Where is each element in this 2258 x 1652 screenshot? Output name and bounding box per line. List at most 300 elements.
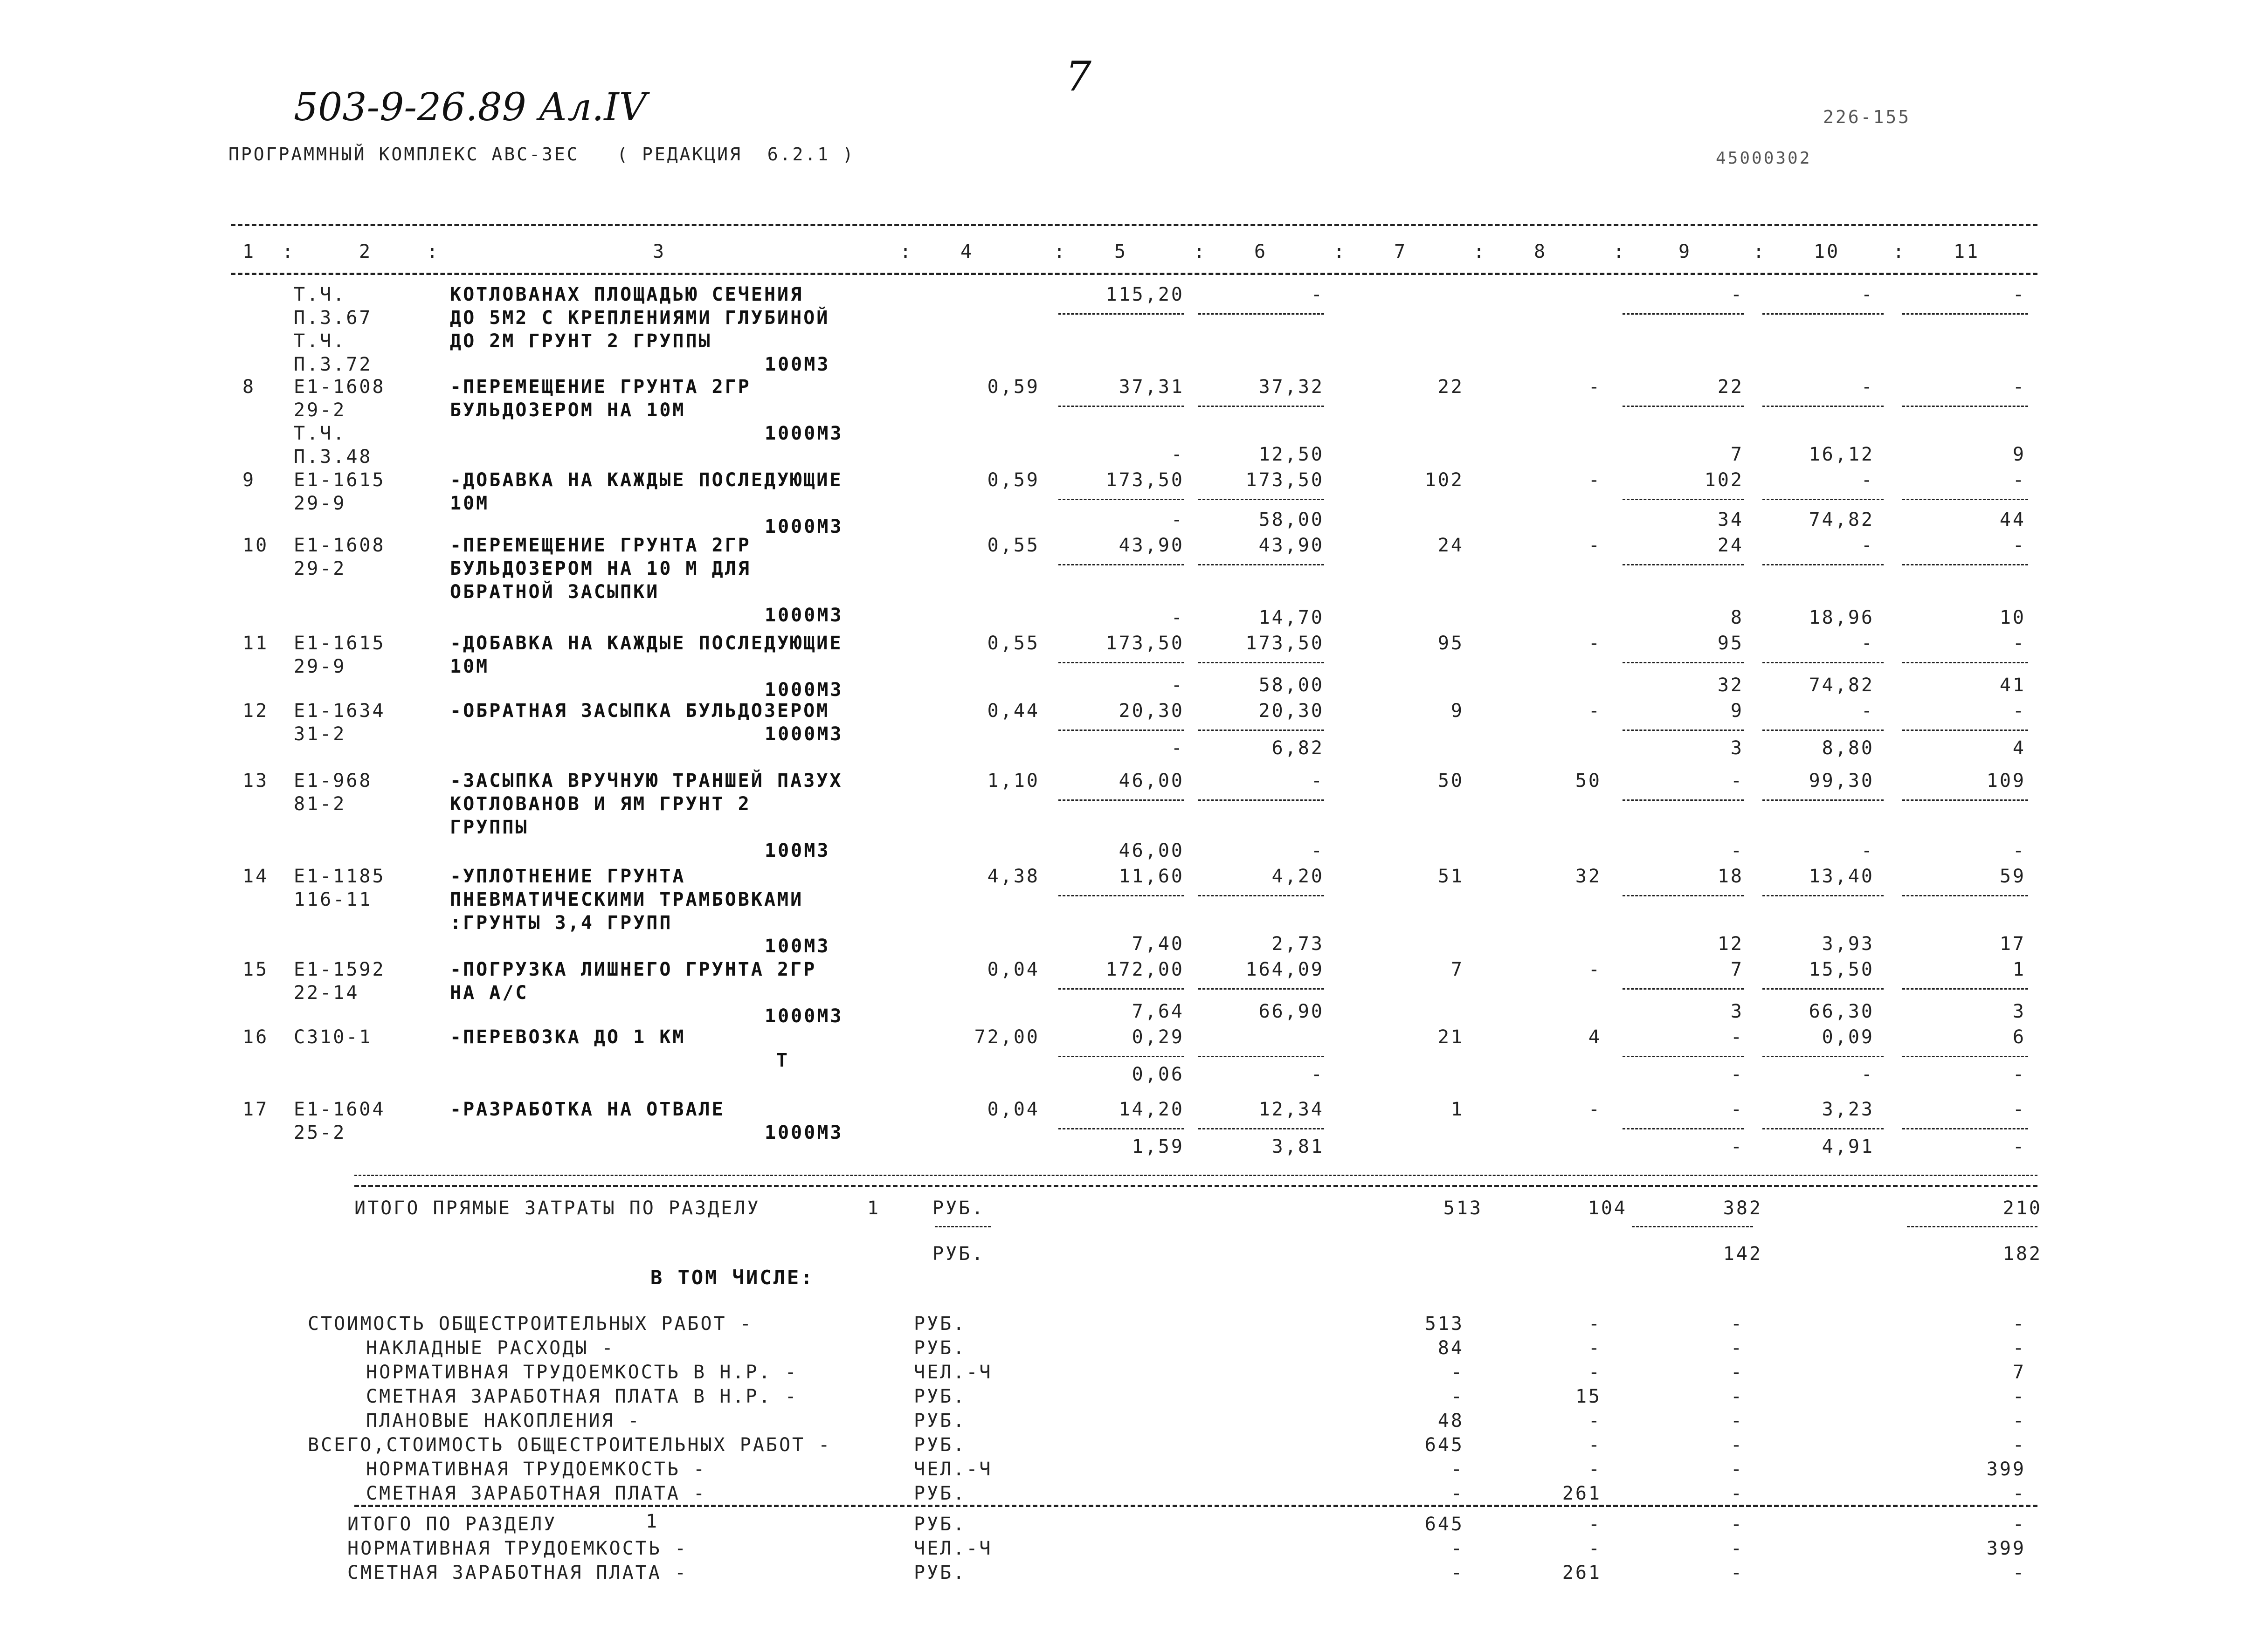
cell-c7: 7 [1450, 959, 1464, 980]
cell-s11: 4 [2012, 737, 2026, 759]
cell-c9: - [1730, 1099, 1744, 1120]
cost-underline [1623, 406, 1744, 407]
breakdown-unit: РУБ. [914, 1410, 967, 1432]
row-number: 12 [242, 700, 269, 722]
breakdown-c8: 15 [1575, 1386, 1602, 1407]
norm-code: Е1-1185 [294, 866, 386, 887]
work-description: :ГРУНТЫ 3,4 ГРУПП [450, 912, 673, 934]
c11-underline [1907, 1226, 2037, 1227]
breakdown-c7: - [1450, 1483, 1464, 1504]
norm-code: Т.Ч. [294, 423, 346, 444]
cell-c8: - [1588, 1099, 1602, 1120]
including-label: В ТОМ ЧИСЛЕ: [650, 1266, 815, 1289]
cell-c9: 22 [1717, 376, 1744, 398]
cell-c10: 3,23 [1822, 1099, 1874, 1120]
cell-s6: - [1311, 1064, 1324, 1085]
cost-underline [1058, 1128, 1184, 1129]
work-description: -ПОГРУЗКА ЛИШНЕГО ГРУНТА 2ГР [450, 959, 817, 980]
breakdown-unit: РУБ. [914, 1313, 967, 1335]
cost-underline [1623, 313, 1744, 315]
column-number-4: 4 [960, 241, 974, 262]
column-number-10: 10 [1814, 241, 1840, 262]
cost-underline [1762, 499, 1884, 500]
cell-c8: - [1588, 633, 1602, 654]
work-description: -ПЕРЕМЕЩЕНИЕ ГРУНТА 2ГР [450, 376, 751, 398]
cost-underline [1058, 313, 1184, 315]
cost-underline [1902, 1056, 2028, 1057]
breakdown-c8: - [1588, 1313, 1602, 1335]
column-number-6: 6 [1254, 241, 1268, 262]
cost-underline [1198, 730, 1324, 731]
cell-c11: 6 [2012, 1026, 2026, 1048]
cell-c8: - [1588, 376, 1602, 398]
cell-c10: 13,40 [1809, 866, 1874, 887]
breakdown-unit: РУБ. [914, 1483, 967, 1504]
cell-c8: - [1588, 959, 1602, 980]
work-description: ОБРАТНОЙ ЗАСЫПКИ [450, 581, 660, 603]
norm-code: Т.Ч. [294, 284, 346, 305]
cell-c10: 99,30 [1809, 770, 1874, 792]
cost-underline [1623, 988, 1744, 990]
cell-s5: 0,06 [1132, 1064, 1184, 1085]
cell-c9: 95 [1717, 633, 1744, 654]
column-number-7: 7 [1394, 241, 1408, 262]
cost-underline [1198, 662, 1324, 663]
cost-underline [1623, 564, 1744, 565]
cost-underline [1902, 1128, 2028, 1129]
breakdown-c7: - [1450, 1362, 1464, 1383]
cell-c10: - [1861, 284, 1874, 305]
norm-code: Е1-1615 [294, 633, 386, 654]
cost-underline [1058, 1056, 1184, 1057]
cell-s11: 44 [1999, 509, 2026, 530]
cost-underline [1623, 895, 1744, 896]
cell-c6: 164,09 [1245, 959, 1324, 980]
cell-c11: 1 [2012, 959, 2026, 980]
cell-c6: 4,20 [1271, 866, 1324, 887]
norm-code: Е1-1608 [294, 376, 386, 398]
cell-s9: 34 [1717, 509, 1744, 530]
section-total-c8: - [1588, 1538, 1602, 1559]
cell-c8: 4 [1588, 1026, 1602, 1048]
cost-underline [1198, 564, 1324, 565]
column-separator: : [1473, 241, 1487, 262]
program-header: ПРОГРАММНЫЙ КОМПЛЕКС АВС-3ЕС ( РЕДАКЦИЯ 6.2.1 ) [228, 144, 855, 165]
unit-of-measure: 1000М3 [765, 679, 843, 701]
norm-code: Е1-1592 [294, 959, 386, 980]
breakdown-c9: - [1730, 1410, 1744, 1432]
cell-c6: 12,34 [1258, 1099, 1324, 1120]
section-total-c8: 261 [1562, 1562, 1602, 1583]
section-total-c7: - [1450, 1562, 1464, 1583]
breakdown-c9: - [1730, 1337, 1744, 1359]
breakdown-label: ПЛАНОВЫЕ НАКОПЛЕНИЯ - [366, 1410, 641, 1432]
cost-underline [1762, 406, 1884, 407]
column-separator: : [282, 241, 296, 262]
cost-underline [1198, 988, 1324, 990]
direct-costs-unit-2: РУБ. [932, 1243, 985, 1265]
cost-underline [1902, 313, 2028, 315]
cell-c11: - [2012, 1099, 2026, 1120]
breakdown-c9: - [1730, 1483, 1744, 1504]
cell-c10: 15,50 [1809, 959, 1874, 980]
norm-code: 25-2 [294, 1122, 346, 1143]
cost-underline [1058, 730, 1184, 731]
cell-c8: 50 [1575, 770, 1602, 792]
cell-s5: 7,40 [1132, 933, 1184, 955]
cell-s6: 14,70 [1258, 607, 1324, 628]
unit-of-measure: 1000М3 [765, 605, 843, 626]
cell-c9: 24 [1717, 535, 1744, 556]
cost-underline [1902, 730, 2028, 731]
cell-c4: 1,10 [987, 770, 1040, 792]
cell-s10: 66,30 [1809, 1001, 1874, 1022]
cell-c10: - [1861, 633, 1874, 654]
breakdown-unit: РУБ. [914, 1337, 967, 1359]
document-code: 226-155 [1823, 107, 1911, 127]
cell-s11: - [2012, 840, 2026, 861]
cell-c6: - [1311, 284, 1324, 305]
norm-code: 29-2 [294, 399, 346, 421]
breakdown-c8: - [1588, 1434, 1602, 1456]
direct-costs-c9-line2: 142 [1723, 1243, 1762, 1265]
cell-c7: 24 [1437, 535, 1464, 556]
row-number: 15 [242, 959, 269, 980]
column-number-3: 3 [653, 241, 666, 262]
section-total-c7: - [1450, 1538, 1464, 1559]
work-description: -ОБРАТНАЯ ЗАСЫПКА БУЛЬДОЗЕРОМ [450, 700, 830, 722]
cost-underline [1762, 730, 1884, 731]
cell-c7: 51 [1437, 866, 1464, 887]
column-separator: : [1194, 241, 1207, 262]
work-description: БУЛЬДОЗЕРОМ НА 10 М ДЛЯ [450, 558, 751, 579]
section-total-label: ИТОГО ПО РАЗДЕЛУ [347, 1514, 557, 1535]
header-rule [231, 273, 2037, 275]
cell-c8: - [1588, 535, 1602, 556]
cell-s10: 16,12 [1809, 444, 1874, 465]
cell-c5: 172,00 [1105, 959, 1184, 980]
cell-c11: - [2012, 633, 2026, 654]
direct-costs-c7: 513 [1443, 1198, 1483, 1219]
section-total-unit: ЧЕЛ.-Ч [914, 1538, 993, 1559]
cell-s5: - [1171, 737, 1184, 759]
cell-c11: - [2012, 469, 2026, 491]
cost-underline [1058, 895, 1184, 896]
norm-code: 116-11 [294, 889, 373, 910]
cell-c9: 18 [1717, 866, 1744, 887]
cell-c5: 37,31 [1119, 376, 1184, 398]
breakdown-c9: - [1730, 1313, 1744, 1335]
cell-c5: 46,00 [1119, 770, 1184, 792]
cell-s5: 46,00 [1119, 840, 1184, 861]
cell-s5: 1,59 [1132, 1136, 1184, 1157]
cell-c7: 1 [1450, 1099, 1464, 1120]
cell-c10: - [1861, 700, 1874, 722]
cell-c10: - [1861, 376, 1874, 398]
breakdown-label: СТОИМОСТЬ ОБЩЕСТРОИТЕЛЬНЫХ РАБОТ - [308, 1313, 753, 1335]
cost-underline [1902, 406, 2028, 407]
cell-c9: 102 [1704, 469, 1744, 491]
work-description: БУЛЬДОЗЕРОМ НА 10М [450, 399, 686, 421]
breakdown-c7: - [1450, 1386, 1464, 1407]
cell-c4: 72,00 [974, 1026, 1040, 1048]
cell-s6: 6,82 [1271, 737, 1324, 759]
cell-c11: - [2012, 376, 2026, 398]
breakdown-label: СМЕТНАЯ ЗАРАБОТНАЯ ПЛАТА В Н.Р. - [366, 1386, 798, 1407]
column-separator: : [1893, 241, 1906, 262]
section-total-c7: 645 [1424, 1514, 1464, 1535]
work-description: -ДОБАВКА НА КАЖДЫЕ ПОСЛЕДУЮЩИЕ [450, 469, 843, 491]
table-end-rule [354, 1175, 2037, 1176]
breakdown-label: СМЕТНАЯ ЗАРАБОТНАЯ ПЛАТА - [366, 1483, 707, 1504]
work-description: -ПЕРЕВОЗКА ДО 1 КМ [450, 1026, 686, 1048]
cell-c10: - [1861, 469, 1874, 491]
cell-s9: - [1730, 1136, 1744, 1157]
cost-underline [1762, 1056, 1884, 1057]
section-total-label: НОРМАТИВНАЯ ТРУДОЕМКОСТЬ - [347, 1538, 688, 1559]
norm-code: 81-2 [294, 793, 346, 815]
norm-code: Е1-1615 [294, 469, 386, 491]
breakdown-c7: 48 [1437, 1410, 1464, 1432]
cell-c4: 0,44 [987, 700, 1040, 722]
cell-c4: 0,04 [987, 1099, 1040, 1120]
cell-c6: 43,90 [1258, 535, 1324, 556]
norm-code: 29-9 [294, 656, 346, 677]
section-total-c9: - [1730, 1514, 1744, 1535]
cost-underline [1198, 406, 1324, 407]
cost-underline [1902, 499, 2028, 500]
work-description: 10М [450, 656, 490, 677]
cell-c9: 9 [1730, 700, 1744, 722]
work-description: ДО 5М2 С КРЕПЛЕНИЯМИ ГЛУБИНОЙ [450, 307, 830, 329]
cost-underline [1058, 799, 1184, 801]
cost-underline [1902, 988, 2028, 990]
norm-code: 29-9 [294, 493, 346, 514]
cell-s9: 32 [1717, 675, 1744, 696]
work-description: КОТЛОВАНАХ ПЛОЩАДЬЮ СЕЧЕНИЯ [450, 284, 804, 305]
column-number-9: 9 [1678, 241, 1692, 262]
cell-s10: - [1861, 1064, 1874, 1085]
cell-c6: - [1311, 770, 1324, 792]
cell-c4: 0,59 [987, 469, 1040, 491]
norm-code: П.3.72 [294, 354, 373, 375]
cell-c6: 37,32 [1258, 376, 1324, 398]
cell-c5: 14,20 [1119, 1099, 1184, 1120]
breakdown-c8: - [1588, 1337, 1602, 1359]
cell-s9: - [1730, 1064, 1744, 1085]
breakdown-c11: - [2012, 1483, 2026, 1504]
cell-c5: 173,50 [1105, 633, 1184, 654]
cell-s10: 18,96 [1809, 607, 1874, 628]
breakdown-unit: РУБ. [914, 1434, 967, 1456]
cell-c10: - [1861, 535, 1874, 556]
cell-c7: 21 [1437, 1026, 1464, 1048]
direct-costs-section-no: 1 [867, 1198, 881, 1219]
cell-c7: 22 [1437, 376, 1464, 398]
cost-underline [1762, 799, 1884, 801]
cell-s6: 66,90 [1258, 1001, 1324, 1022]
work-description: ДО 2М ГРУНТ 2 ГРУППЫ [450, 330, 712, 352]
column-number-2: 2 [359, 241, 373, 262]
section-total-unit: РУБ. [914, 1562, 967, 1583]
cell-s6: 12,50 [1258, 444, 1324, 465]
breakdown-unit: ЧЕЛ.-Ч [914, 1459, 993, 1480]
norm-code: Е1-1608 [294, 535, 386, 556]
cell-c5: 11,60 [1119, 866, 1184, 887]
cell-s10: 8,80 [1822, 737, 1874, 759]
cost-underline [1623, 1056, 1744, 1057]
cell-c6: 173,50 [1245, 633, 1324, 654]
cell-s10: 4,91 [1822, 1136, 1874, 1157]
cell-s6: 58,00 [1258, 509, 1324, 530]
breakdown-c11: - [2012, 1434, 2026, 1456]
rub-underline [935, 1226, 991, 1227]
breakdown-c9: - [1730, 1386, 1744, 1407]
cell-c11: 109 [1986, 770, 2026, 792]
column-number-11: 11 [1954, 241, 1980, 262]
row-number: 9 [242, 469, 256, 491]
column-separator: : [1333, 241, 1347, 262]
cell-c11: - [2012, 700, 2026, 722]
column-separator: : [1054, 241, 1067, 262]
breakdown-unit: РУБ. [914, 1386, 967, 1407]
cell-s6: - [1311, 840, 1324, 861]
cell-s9: - [1730, 840, 1744, 861]
cell-c8: 32 [1575, 866, 1602, 887]
cost-underline [1058, 988, 1184, 990]
cell-c4: 0,59 [987, 376, 1040, 398]
work-description: -ПЕРЕМЕЩЕНИЕ ГРУНТА 2ГР [450, 535, 751, 556]
breakdown-c7: 84 [1437, 1337, 1464, 1359]
breakdown-c11: 399 [1986, 1459, 2026, 1480]
column-separator: : [1613, 241, 1627, 262]
work-description: ПНЕВМАТИЧЕСКИМИ ТРАМБОВКАМИ [450, 889, 804, 910]
unit-of-measure: 1000М3 [765, 423, 843, 444]
breakdown-label: НОРМАТИВНАЯ ТРУДОЕМКОСТЬ В Н.Р. - [366, 1362, 798, 1383]
cell-c4: 0,55 [987, 535, 1040, 556]
cell-c4: 0,55 [987, 633, 1040, 654]
column-separator: : [1753, 241, 1767, 262]
breakdown-c9: - [1730, 1434, 1744, 1456]
norm-code: С310-1 [294, 1026, 373, 1048]
norm-code: П.3.67 [294, 307, 373, 329]
cell-s9: 12 [1717, 933, 1744, 955]
row-number: 13 [242, 770, 269, 792]
cell-s9: 8 [1730, 607, 1744, 628]
column-number-8: 8 [1534, 241, 1547, 262]
cell-c5: 20,30 [1119, 700, 1184, 722]
work-description: 10М [450, 493, 490, 514]
row-number: 14 [242, 866, 269, 887]
column-number-1: 1 [242, 241, 256, 262]
cell-c7: 102 [1424, 469, 1464, 491]
breakdown-c11: - [2012, 1337, 2026, 1359]
cell-c5: 0,29 [1132, 1026, 1184, 1048]
cost-underline [1198, 799, 1324, 801]
section-total-label: СМЕТНАЯ ЗАРАБОТНАЯ ПЛАТА - [347, 1562, 688, 1583]
cost-underline [1058, 499, 1184, 500]
cell-s11: - [2012, 1064, 2026, 1085]
cell-c7: 9 [1450, 700, 1464, 722]
norm-code: Е1-1604 [294, 1099, 386, 1120]
breakdown-c11: - [2012, 1386, 2026, 1407]
row-number: 8 [242, 376, 256, 398]
cost-underline [1902, 564, 2028, 565]
breakdown-unit: ЧЕЛ.-Ч [914, 1362, 993, 1383]
column-separator: : [427, 241, 440, 262]
cell-c11: - [2012, 284, 2026, 305]
breakdown-c8: - [1588, 1459, 1602, 1480]
cost-underline [1902, 895, 2028, 896]
unit-of-measure: 1000М3 [765, 723, 843, 745]
cost-underline [1198, 313, 1324, 315]
cost-underline [1058, 406, 1184, 407]
cost-underline [1902, 662, 2028, 663]
breakdown-c9: - [1730, 1459, 1744, 1480]
section-total-c11: - [2012, 1514, 2026, 1535]
work-description: -ДОБАВКА НА КАЖДЫЕ ПОСЛЕДУЮЩИЕ [450, 633, 843, 654]
cost-underline [1623, 730, 1744, 731]
cell-c7: 95 [1437, 633, 1464, 654]
breakdown-c7: 645 [1424, 1434, 1464, 1456]
cell-c11: - [2012, 535, 2026, 556]
column-number-5: 5 [1114, 241, 1128, 262]
section-total-unit: РУБ. [914, 1514, 967, 1535]
row-number: 16 [242, 1026, 269, 1048]
section-total-number: 1 [646, 1511, 659, 1532]
row-number: 11 [242, 633, 269, 654]
row-number: 10 [242, 535, 269, 556]
cost-underline [1198, 1128, 1324, 1129]
handwritten-project-code: 503-9-26.89 Ал.IV [294, 85, 647, 130]
document-number: 45000302 [1716, 149, 1812, 168]
direct-costs-unit: РУБ. [932, 1198, 985, 1219]
cell-s11: 9 [2012, 444, 2026, 465]
direct-costs-c8: 104 [1588, 1198, 1627, 1219]
section-total-c8: - [1588, 1514, 1602, 1535]
breakdown-c11: 7 [2012, 1362, 2026, 1383]
breakdown-c11: - [2012, 1410, 2026, 1432]
breakdown-c7: - [1450, 1459, 1464, 1480]
unit-of-measure: 1000М3 [765, 516, 843, 537]
cell-c5: 173,50 [1105, 469, 1184, 491]
breakdown-c9: - [1730, 1362, 1744, 1383]
breakdown-label: ВСЕГО,СТОИМОСТЬ ОБЩЕСТРОИТЕЛЬНЫХ РАБОТ - [308, 1434, 832, 1456]
cell-c10: 0,09 [1822, 1026, 1874, 1048]
cell-c5: 115,20 [1105, 284, 1184, 305]
cell-c7: 50 [1437, 770, 1464, 792]
cell-c9: - [1730, 284, 1744, 305]
section-total-c9: - [1730, 1562, 1744, 1583]
top-rule [231, 224, 2037, 226]
column-separator: : [900, 241, 913, 262]
cell-c9: 7 [1730, 959, 1744, 980]
norm-code: 31-2 [294, 723, 346, 745]
breakdown-c11: - [2012, 1313, 2026, 1335]
totals-rule [354, 1185, 2037, 1187]
cell-c9: - [1730, 1026, 1744, 1048]
cell-c11: 59 [1999, 866, 2026, 887]
cell-c9: - [1730, 770, 1744, 792]
cell-c8: - [1588, 469, 1602, 491]
cell-s9: 7 [1730, 444, 1744, 465]
cell-s11: 10 [1999, 607, 2026, 628]
work-description: -РАЗРАБОТКА НА ОТВАЛЕ [450, 1099, 725, 1120]
section-total-c9: - [1730, 1538, 1744, 1559]
direct-costs-c11: 210 [2003, 1198, 2042, 1219]
norm-code: Т.Ч. [294, 330, 346, 352]
cost-underline [1902, 799, 2028, 801]
